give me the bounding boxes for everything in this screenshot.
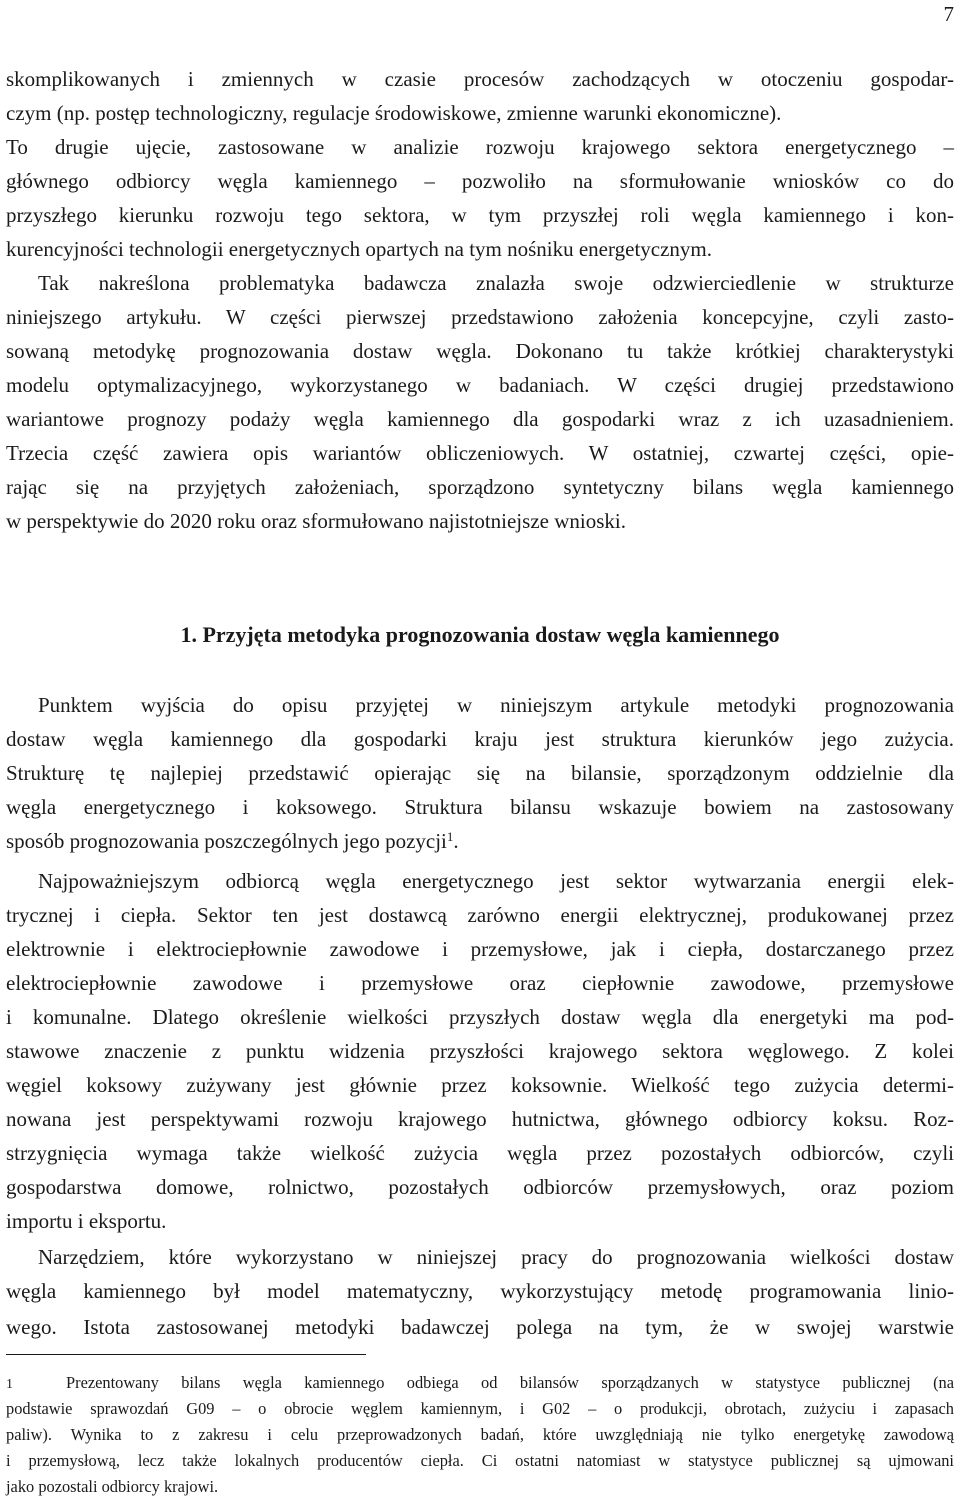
body-line: importu i eksportu. xyxy=(6,1209,167,1233)
body-line: nowana jest perspektywami rozwoju krajowego hutnictwa, głównego odbiorcy koksu. Roz- xyxy=(6,1107,954,1131)
page-number: 7 xyxy=(943,2,954,26)
body-line: przyszłego kierunku rozwoju tego sektora, w tym przyszłej roli węgla kamiennego i kon- xyxy=(6,203,954,227)
body-line: stawowe znaczenie z punktu widzenia przyszłości krajowego sektora węglowego. Z kolei xyxy=(6,1039,954,1063)
body-line: elektrociepłownie zawodowe i przemysłowe oraz ciepłownie zawodowe, przemysłowe xyxy=(6,971,954,995)
footnote-line: paliw). Wynika to z zakresu i celu przeprowadzonych badań, które uwzględniają nie tylko energetykę zawodową xyxy=(6,1425,954,1444)
body-line: modelu optymalizacyjnego, wykorzystanego w badaniach. W części drugiej przedstawiono xyxy=(6,373,954,397)
body-line: Najpoważniejszym odbiorcą węgla energetycznego jest sektor wytwarzania energii elek- xyxy=(38,869,954,893)
body-line: głównego odbiorcy węgla kamiennego – pozwoliło na sformułowanie wniosków co do xyxy=(6,169,954,193)
body-line: w perspektywie do 2020 roku oraz sformułowano najistotniejsze wnioski. xyxy=(6,509,626,533)
body-line: węgla energetycznego i koksowego. Struktura bilansu wskazuje bowiem na zastosowany xyxy=(6,795,954,819)
body-line: trycznej i ciepła. Sektor ten jest dostawcą zarówno energii elektrycznej, produkowanej przez xyxy=(6,903,954,927)
body-line: elektrownie i elektrociepłownie zawodowe i przemysłowe, jak i ciepła, dostarczanego przez xyxy=(6,937,954,961)
body-line: Narzędziem, które wykorzystano w niniejszej pracy do prognozowania wielkości dostaw xyxy=(38,1245,954,1269)
body-line: To drugie ujęcie, zastosowane w analizie rozwoju krajowego sektora energetycznego – xyxy=(6,135,954,159)
body-text: sposób prognozowania poszczególnych jego pozycji xyxy=(6,829,447,853)
body-line: Strukturę tę najlepiej przedstawić opierając się na bilansie, sporządzonym oddzielnie dla xyxy=(6,761,954,785)
body-line xyxy=(6,824,954,858)
body-line: kurencyjności technologii energetycznych opartych na tym nośniku energetycznym. xyxy=(6,237,713,261)
body-line: skomplikowanych i zmiennych w czasie procesów zachodzących w otoczeniu gospodar- xyxy=(6,67,954,91)
body-line: wariantowe prognozy podaży węgla kamiennego dla gospodarki wraz z ich uzasadnieniem. xyxy=(6,407,954,431)
footnote-text: Prezentowany bilans węgla kamiennego odbiega od bilansów sporządzanych w statystyce publicznej (na xyxy=(66,1373,954,1392)
body-line: gospodarstwa domowe, rolnictwo, pozostałych odbiorców przemysłowych, oraz poziom xyxy=(6,1175,954,1199)
body-line: węgla kamiennego był model matematyczny, wykorzystujący metodę programowania linio- xyxy=(6,1279,954,1303)
body-line: węgiel koksowy zużywany jest głównie przez koksownie. Wielkość tego zużycia determi- xyxy=(6,1073,954,1097)
body-line: i komunalne. Dlatego określenie wielkości przyszłych dostaw węgla dla energetyki ma pod- xyxy=(6,1005,954,1029)
body-line: wego. Istota zastosowanej metodyki badawczej polega na tym, że w swojej warstwie xyxy=(6,1315,954,1339)
footnote-line: i przemysłową, lecz także lokalnych producentów ciepła. Ci ostatni natomiast w statystyce publicznej są ujmowani xyxy=(6,1451,954,1470)
body-line: czym (np. postęp technologiczny, regulacje środowiskowe, zmienne warunki ekonomiczne). xyxy=(6,101,782,125)
body-line: rając się na przyjętych założeniach, sporządzono syntetyczny bilans węgla kamiennego xyxy=(6,475,954,499)
body-line: Punktem wyjścia do opisu przyjętej w niniejszym artykule metodyki prognozowania xyxy=(38,693,954,717)
footnote-line xyxy=(6,1370,954,1398)
footnote-line: podstawie sprawozdań G09 – o obrocie węglem kamiennym, i G02 – o produkcji, obrotach, zużyciu i zapasach xyxy=(6,1399,954,1418)
body-line: niniejszego artykułu. W części pierwszej przedstawiono założenia koncepcyjne, czyli zasto- xyxy=(6,305,954,329)
footnote-line: jako pozostali odbiorcy krajowi. xyxy=(6,1477,219,1496)
footnote-separator xyxy=(6,1354,366,1355)
body-line: Trzecia część zawiera opis wariantów obliczeniowych. W ostatniej, czwartej części, opie- xyxy=(6,441,954,465)
footnote-reference: 1 xyxy=(446,829,454,844)
body-line: strzygnięcia wymaga także wielkość zużycia węgla przez pozostałych odbiorców, czyli xyxy=(6,1141,954,1165)
body-line: dostaw węgla kamiennego dla gospodarki kraju jest struktura kierunków jego zużycia. xyxy=(6,727,954,751)
body-text: . xyxy=(453,829,459,853)
section-heading: 1. Przyjęta metodyka prognozowania dostaw węgla kamiennego xyxy=(180,622,780,647)
body-line: Tak nakreślona problematyka badawcza znalazła swoje odzwierciedlenie w strukturze xyxy=(38,271,954,295)
footnote-marker: 1 xyxy=(6,1377,13,1392)
body-line: sowaną metodykę prognozowania dostaw węgla. Dokonano tu także krótkiej charakterystyki xyxy=(6,339,954,363)
